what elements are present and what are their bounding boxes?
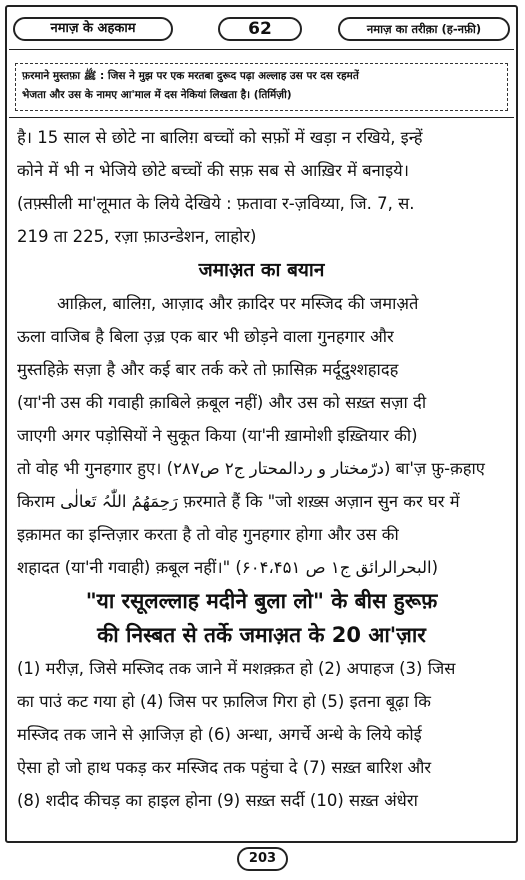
hadith-divider <box>9 117 514 118</box>
hadith-box <box>15 63 508 111</box>
paragraph-2-line: (या'नी उस की गवाही क़ाबिले क़बूल नहीं) और उस को सख़्त सज़ा दी <box>17 393 427 412</box>
paragraph-1-line: है। 15 साल से छोटे ना बालिग़ बच्चों को सफ़ों में खड़ा न रखिये, इन्हें <box>17 128 423 147</box>
paragraph-1-line: कोने में भी न भेजिये छोटे बच्चों की सफ़ सब से आख़िर में बनाइये। <box>17 161 409 180</box>
paragraph-2-line: इक़ामत का इन्तिज़ार करता है तो वोह गुनहगार होगा और उस की <box>17 525 399 544</box>
footer-page-number: 203 <box>237 847 288 871</box>
page-frame <box>5 5 518 843</box>
book-title-left: नमाज़ के अहकाम <box>13 17 173 41</box>
paragraph-3-line: का पाउं कट गया हो (4) जिस पर फ़ालिज गिरा हो (5) इतना बूढ़ा कि <box>17 692 431 711</box>
page-header <box>7 15 516 45</box>
section-heading: जमाअ़त का बयान <box>198 259 325 281</box>
page-footer <box>0 847 525 871</box>
page-body <box>17 121 506 817</box>
subsection-heading-line-2: की निस्बत से तर्के जमाअ़त के 20 आ'ज़ार <box>97 623 426 647</box>
paragraph-2-line: शहादत (या'नी गवाही) क़बूल नहीं।" (البحرالرائق ج۱ ص ۶۰۴،۴۵۱) <box>17 558 439 577</box>
subsection-heading-line-1: "या रसूलल्लाह मदीने बुला लो" के बीस हुरूफ़ <box>85 589 438 613</box>
paragraph-3-line: ऐसा हो जो हाथ पकड़ कर मस्जिद तक पहुंचा दे (7) सख़्त बारिश और <box>17 758 432 777</box>
paragraph-2-line: मुस्तहिक़े सज़ा है और कई बार तर्क करे तो फ़ासिक़ मर्दूदुश्शहादह <box>17 360 399 379</box>
chapter-page-number: 62 <box>218 17 302 41</box>
paragraph-3-line: (1) मरीज़, जिसे मस्जिद तक जाने में मशक़्क़त हो (2) अपाहज (3) जिस <box>17 659 456 678</box>
paragraph-3-line: (8) शदीद कीचड़ का हाइल होना (9) सख़्त सर्दी (10) सख़्त अंधेरा <box>17 791 418 810</box>
header-divider <box>9 49 514 50</box>
paragraph-1-line: 219 ता 225, रज़ा फ़ाउन्डेशन, लाहोर) <box>17 227 257 246</box>
book-title-right: नमाज़ का तरीक़ा (ह-नफ़ी) <box>338 17 510 41</box>
paragraph-2-line: जाएगी अगर पड़ोसियों ने सुकूत किया (या'नी ख़ामोशी इख़्तियार की) <box>17 426 418 445</box>
hadith-line-1: फ़रमाने मुस्तफ़ा ﷺ : जिस ने मुझ पर एक मरतबा दुरूद पढ़ा अल्लाह उस पर दस रहमतें <box>22 70 359 82</box>
paragraph-2-line: ऊला वाजिब है बिला उ़ज़्र एक बार भी छोड़ने वाला गुनहगार और <box>17 327 394 346</box>
hadith-line-2: भेजता और उस के नामए आ'माल में दस नेकियां लिखता है। (तिर्मिज़ी) <box>22 89 292 101</box>
paragraph-1-line: (तफ़्सीली मा'लूमात के लिये देखिये : फ़तावा र-ज़विय्या, जि. 7, स. <box>17 194 415 213</box>
paragraph-2-line: आक़िल, बालिग़, आज़ाद और क़ादिर पर मस्जिद की जमाअ़ते <box>57 294 419 313</box>
paragraph-2-line: किराम رَحِمَهُمُ اللّٰہُ تَعالٰی फ़रमाते हैं कि "जो शख़्स अज़ान सुन कर घर में <box>17 492 460 511</box>
paragraph-3-line: मस्जिद तक जाने से आ़जिज़ हो (6) अन्धा, अगर्चे अन्धे के लिये कोई <box>17 725 422 744</box>
paragraph-2-line: तो वोह भी गुनहगार हुए। (درّمختار و ردالمحتار ج۲ ص۲۸۷) बा'ज़ फ़ु-क़हाए <box>17 459 485 478</box>
